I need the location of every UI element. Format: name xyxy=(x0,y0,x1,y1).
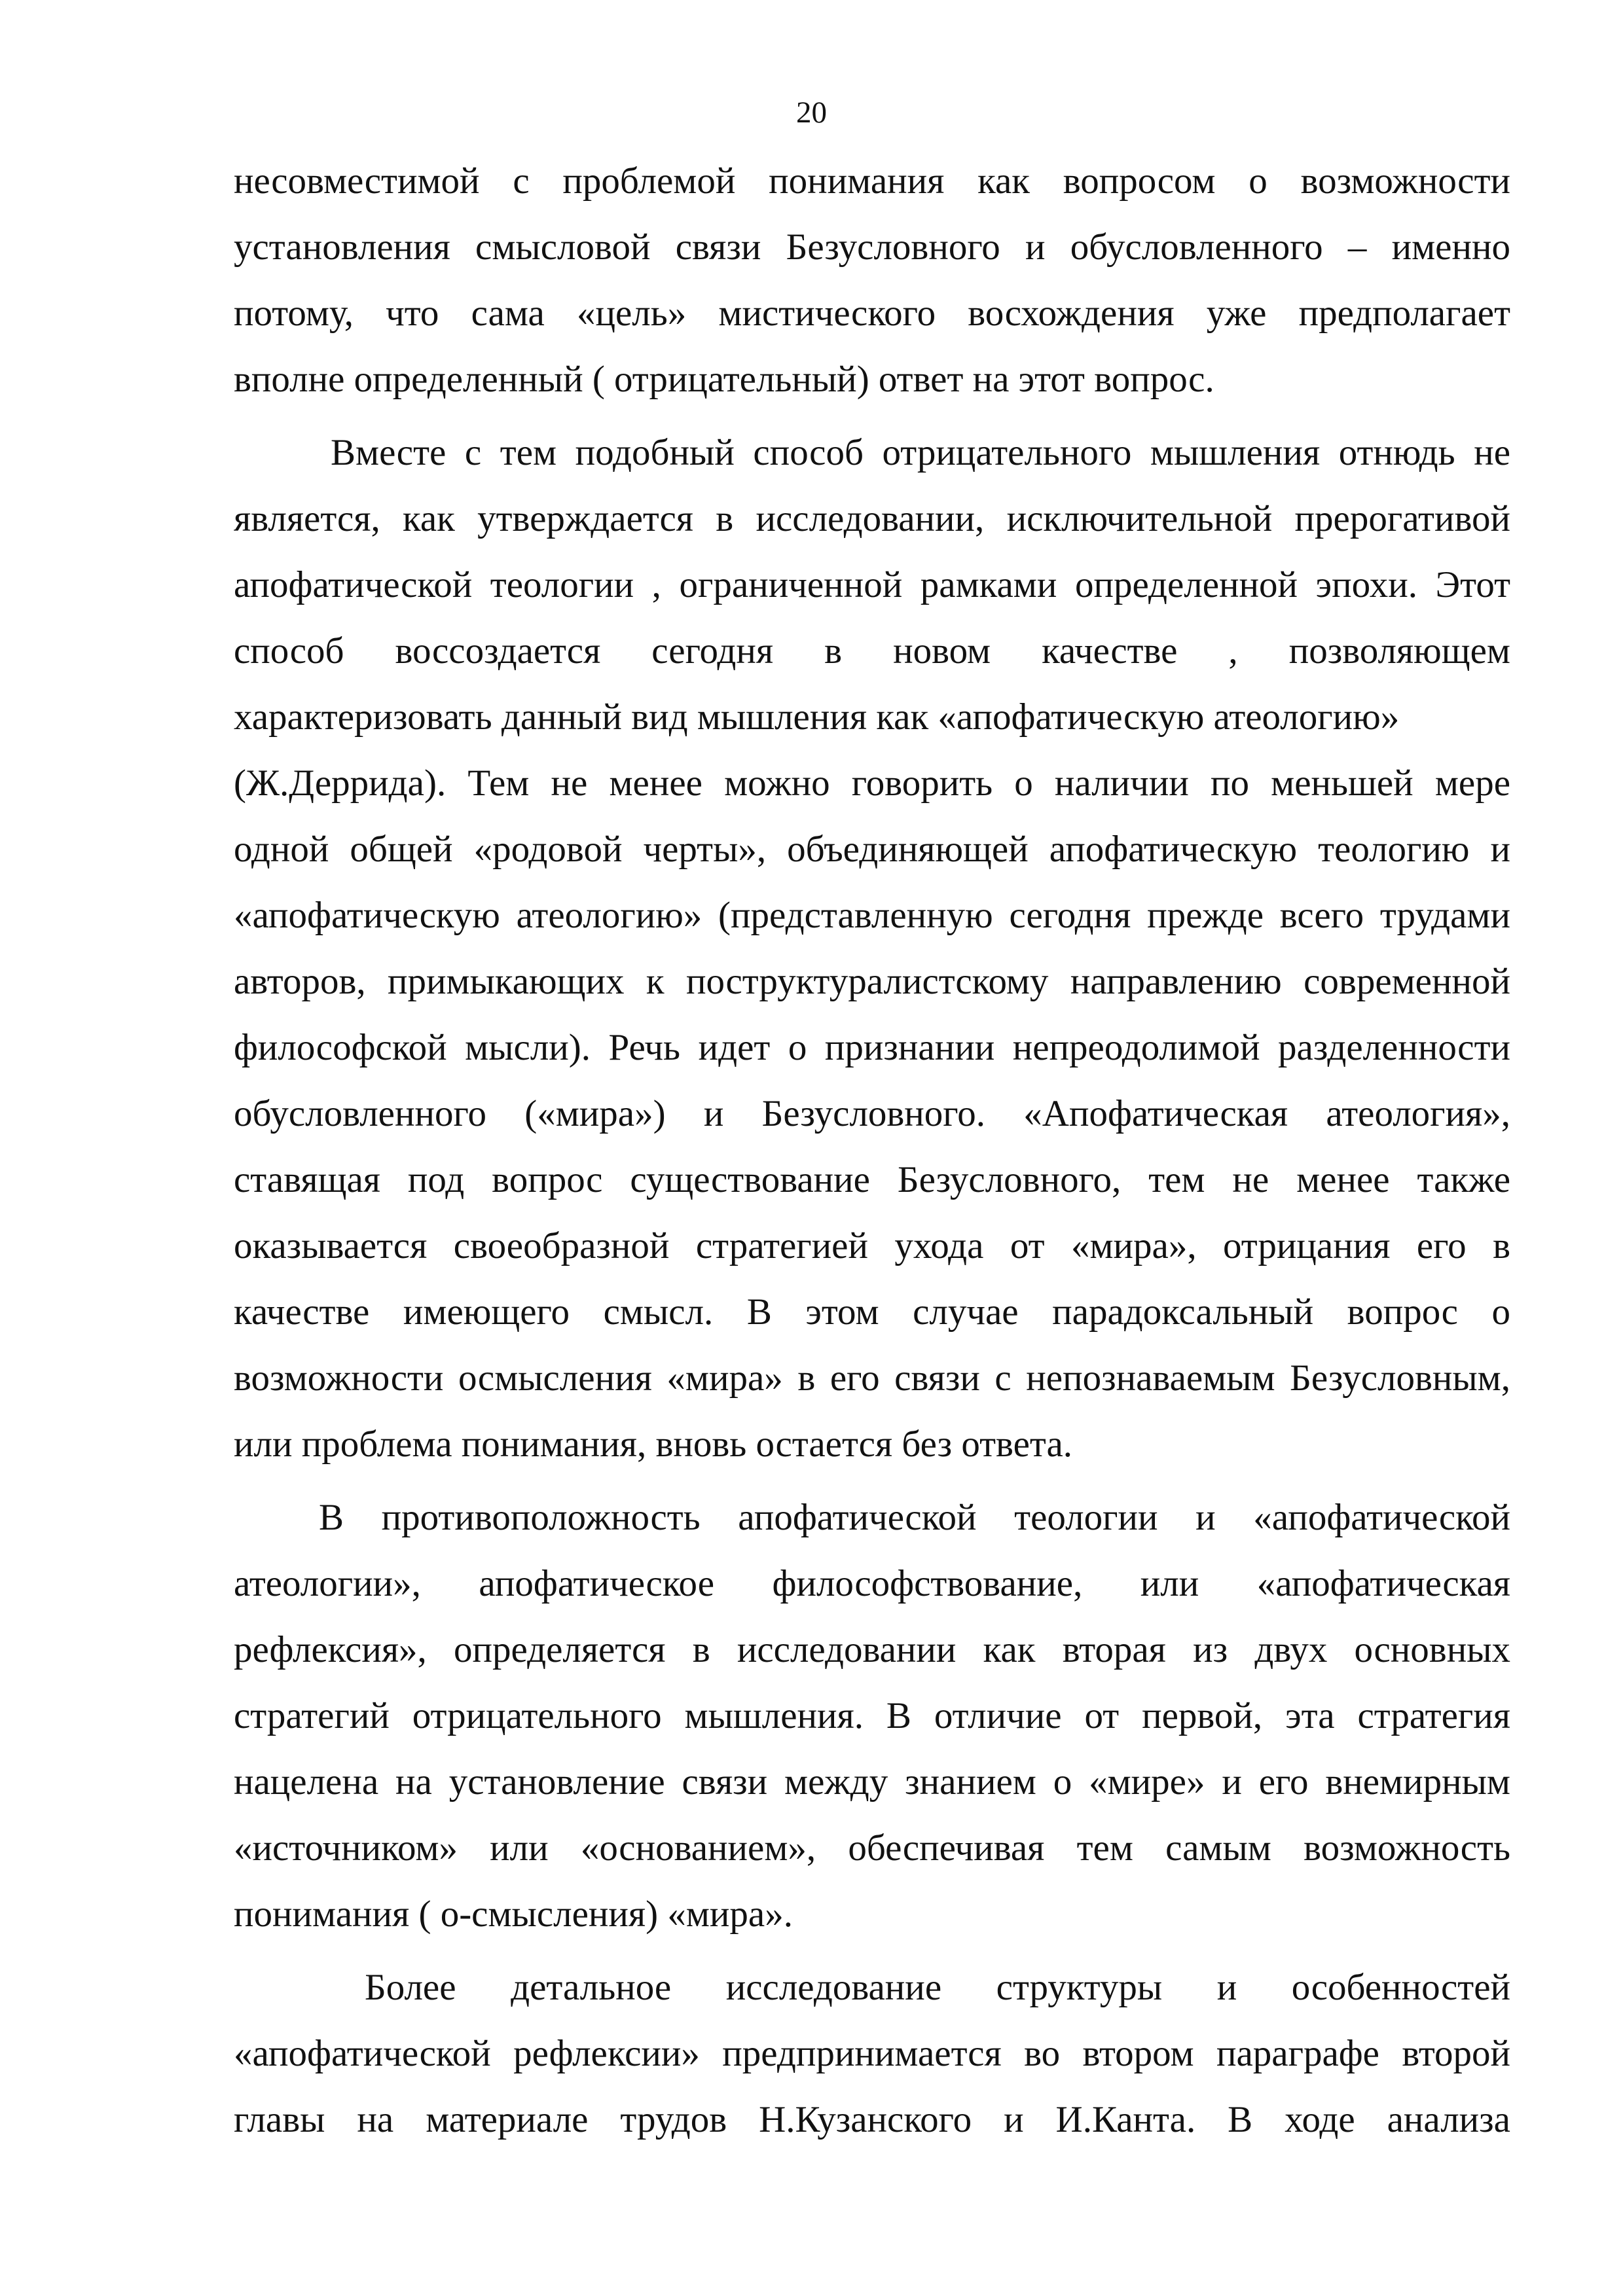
text-line: понимания ( о-смысления) «мира». xyxy=(234,1893,793,1935)
text-line: стратегий отрицательного мышления. В отличие от первой, эта стратегия xyxy=(234,1695,1510,1736)
text-line: нацелена на установление связи между знанием о «мире» и его внемирным xyxy=(234,1761,1510,1803)
text-line: «источником» или «основанием», обеспечивая тем самым возможность xyxy=(234,1827,1510,1869)
text-line: атеологии», апофатическое философствование, или «апофатическая xyxy=(234,1563,1510,1604)
text-line: вполне определенный ( отрицательный) ответ на этот вопрос. xyxy=(234,359,1214,400)
text-line: «апофатическую атеологию» (представленную сегодня прежде всего трудами xyxy=(234,895,1510,936)
text-line: одной общей «родовой черты», объединяющей апофатическую теологию и xyxy=(234,829,1510,870)
text-line: ставящая под вопрос существование Безусловного, тем не менее также xyxy=(234,1159,1510,1200)
text-line: качестве имеющего смысл. В этом случае парадоксальный вопрос о xyxy=(234,1291,1510,1333)
text-line: установления смысловой связи Безусловного и обусловленного – именно xyxy=(234,226,1510,268)
text-line: Вместе с тем подобный способ отрицательного мышления отнюдь не xyxy=(331,432,1510,473)
text-line: обусловленного («мира») и Безусловного. «Апофатическая атеология», xyxy=(234,1093,1510,1134)
text-line: характеризовать данный вид мышления как «апофатическую атеологию» xyxy=(234,696,1400,738)
text-line: (Ж.Деррида). Тем не менее можно говорить о наличии по меньшей мере xyxy=(234,762,1510,804)
text-line: «апофатической рефлексии» предпринимается во втором параграфе второй xyxy=(234,2033,1510,2074)
text-line: способ воссоздается сегодня в новом качестве , позволяющем xyxy=(234,630,1510,672)
text-line: В противоположность апофатической теологии и «апофатической xyxy=(319,1497,1510,1538)
page-number: 20 xyxy=(796,96,827,130)
text-line: или проблема понимания, вновь остается без ответа. xyxy=(234,1424,1073,1465)
text-line: апофатической теологии , ограниченной рамками определенной эпохи. Этот xyxy=(234,564,1510,605)
text-line: главы на материале трудов Н.Кузанского и И.Канта. В ходе анализа xyxy=(234,2099,1510,2140)
text-line: потому, что сама «цель» мистического восхождения уже предполагает xyxy=(234,293,1510,334)
text-line: философской мысли). Речь идет о признании непреодолимой разделенности xyxy=(234,1027,1510,1068)
text-line: несовместимой с проблемой понимания как вопросом о возможности xyxy=(234,160,1510,202)
document-body xyxy=(234,148,1510,2153)
text-line: Более детальное исследование структуры и особенностей xyxy=(365,1967,1510,2008)
text-line: является, как утверждается в исследовании, исключительной прерогативой xyxy=(234,498,1510,539)
text-line: авторов, примыкающих к поструктуралистскому направлению современной xyxy=(234,961,1510,1002)
text-line: оказывается своеобразной стратегией ухода от «мира», отрицания его в xyxy=(234,1225,1510,1266)
text-line: рефлексия», определяется в исследовании как вторая из двух основных xyxy=(234,1629,1510,1670)
text-line: возможности осмысления «мира» в его связи с непознаваемым Безусловным, xyxy=(234,1357,1510,1399)
